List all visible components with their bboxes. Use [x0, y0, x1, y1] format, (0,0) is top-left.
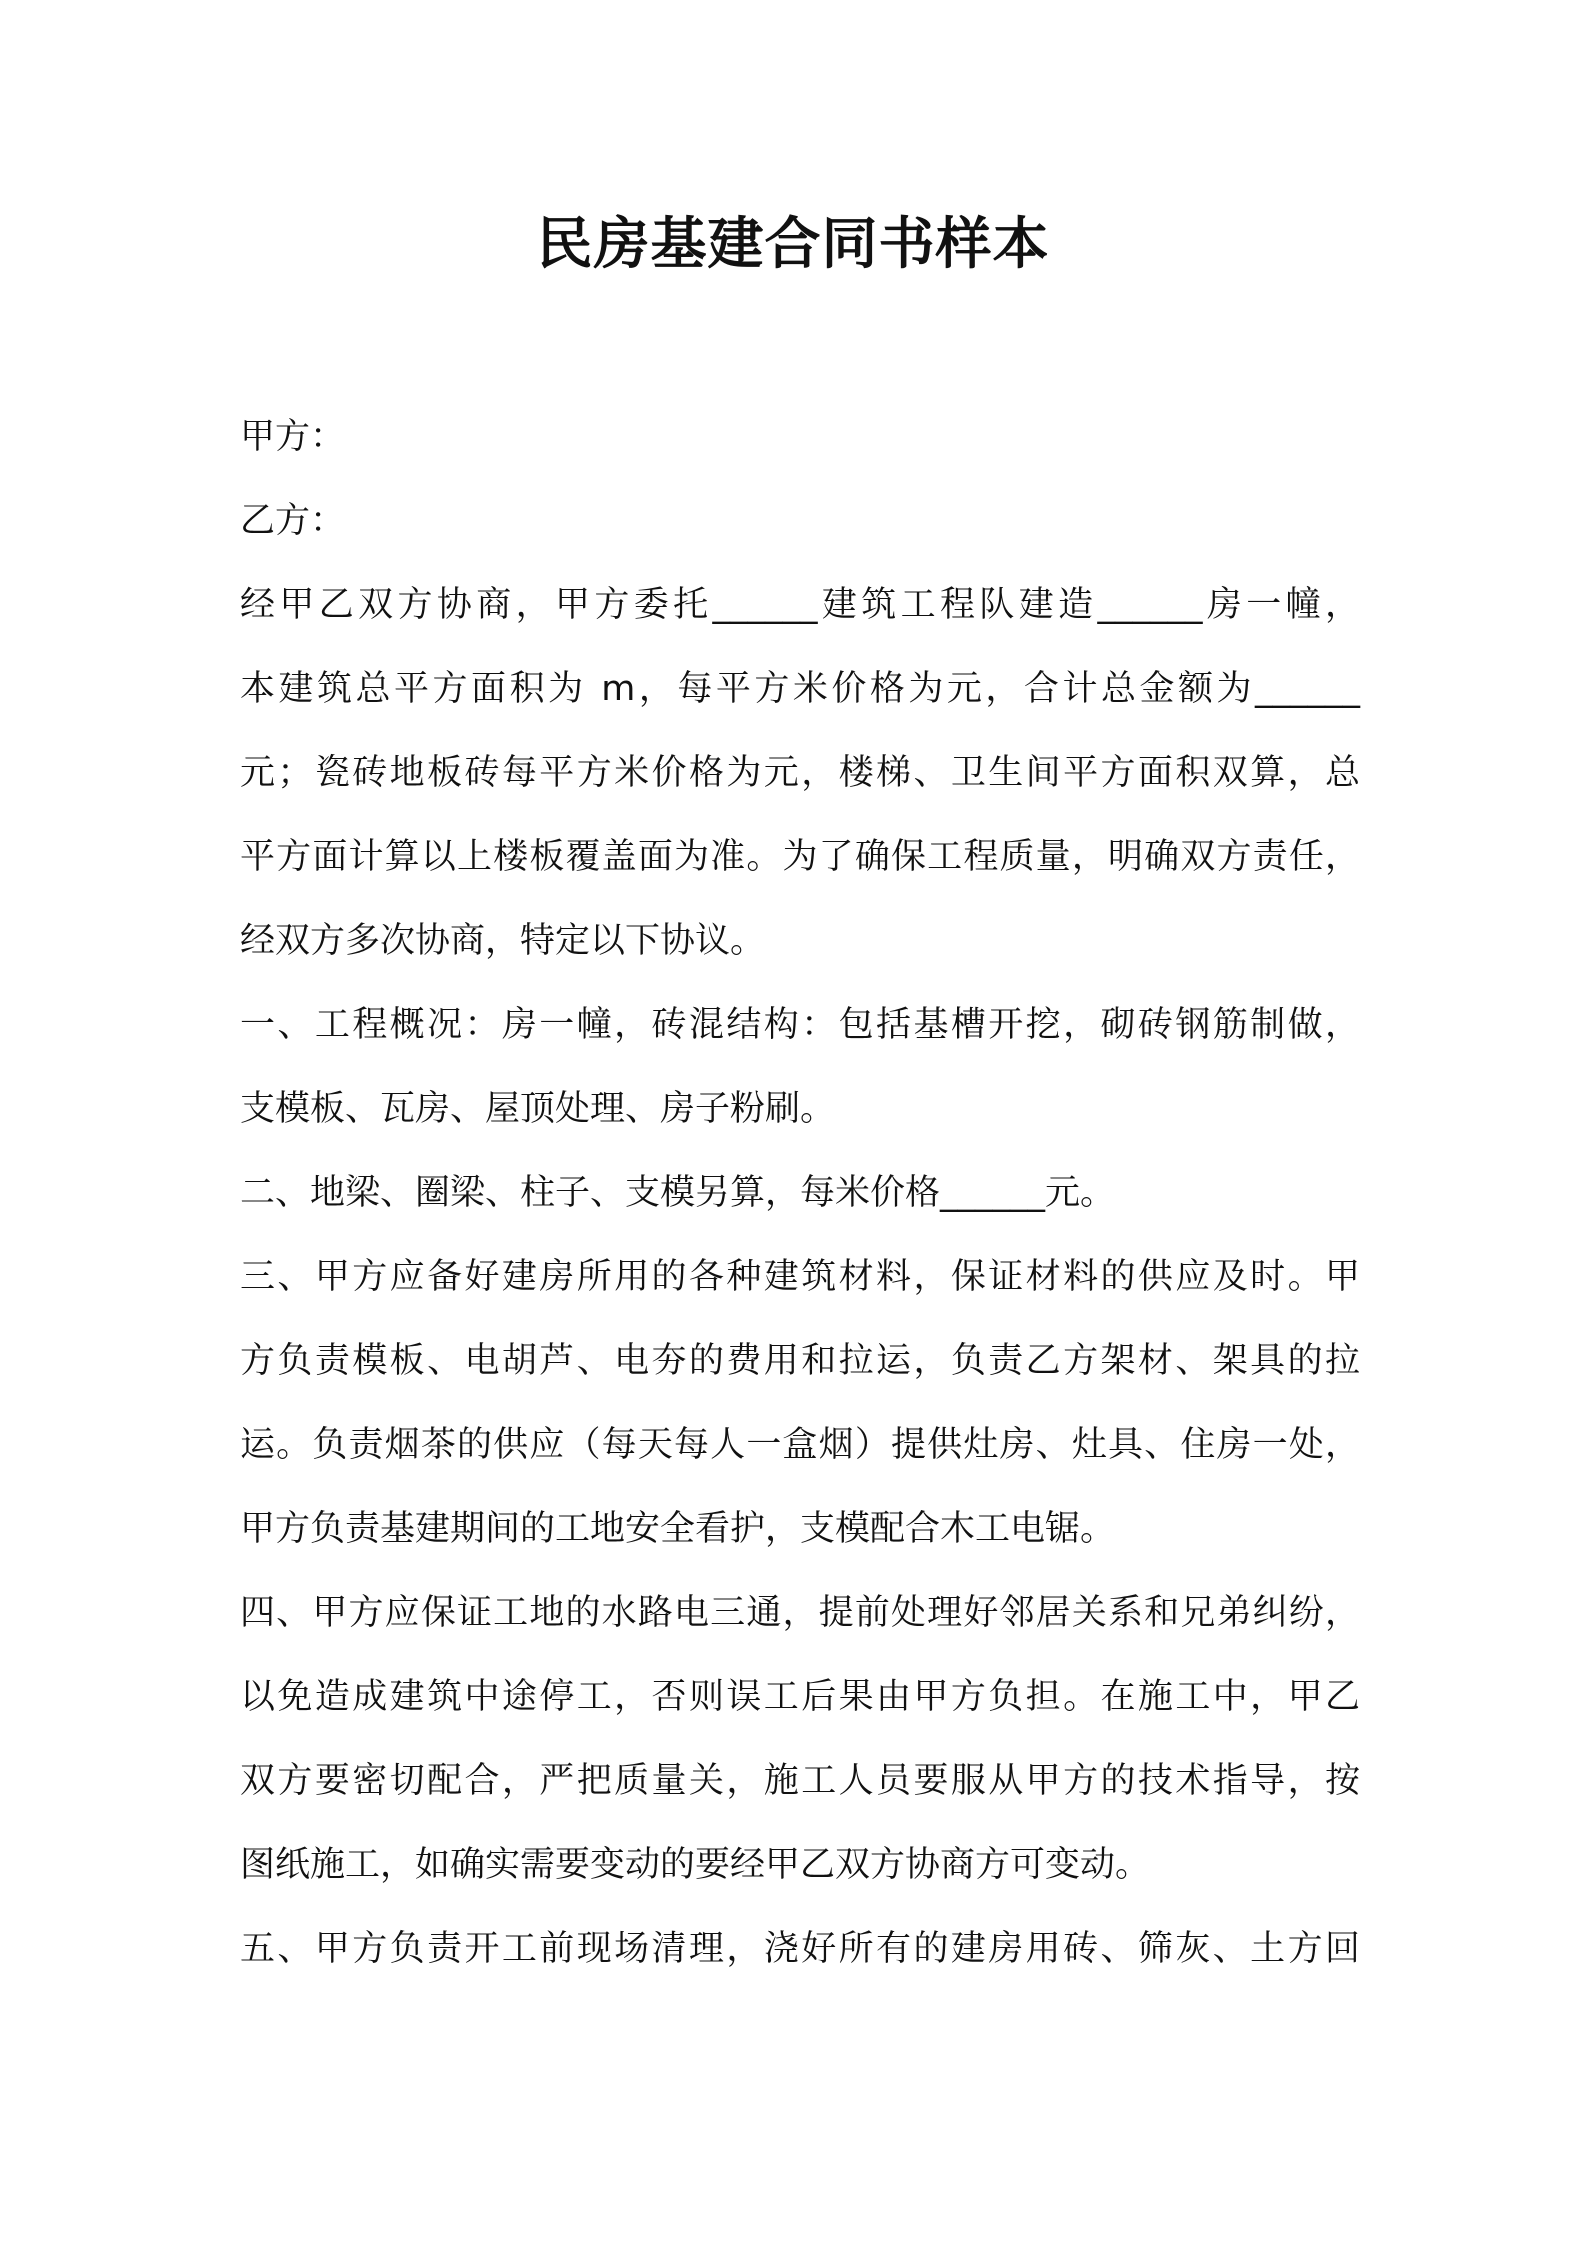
clause-1-line: 支模板、瓦房、屋顶处理、房子粉刷。	[240, 1089, 836, 1129]
clause-3-line: 三、甲方应备好建房所用的各种建筑材料，保证材料的供应及时。甲	[240, 1257, 1360, 1297]
clause-4-line: 以免造成建筑中途停工，否则误工后果由甲方负担。在施工中，甲乙	[240, 1677, 1360, 1717]
body-line: 经甲乙双方协商，甲方委托______建筑工程队建造______房一幢，	[240, 585, 1360, 625]
clause-4-line: 图纸施工，如确实需要变动的要经甲乙双方协商方可变动。	[240, 1845, 1151, 1885]
body-line: 经双方多次协商，特定以下协议。	[240, 921, 766, 961]
clause-3-line: 方负责模板、电胡芦、电夯的费用和拉运，负责乙方架材、架具的拉	[240, 1341, 1360, 1381]
clause-2-line: 二、地梁、圈梁、柱子、支模另算，每米价格______元。	[240, 1173, 1116, 1213]
party-b-line: 乙方：	[240, 501, 346, 541]
clause-1-line: 一、工程概况：房一幢，砖混结构：包括基槽开挖，砌砖钢筋制做，	[240, 1005, 1360, 1045]
clause-3-line: 甲方负责基建期间的工地安全看护，支模配合木工电锯。	[240, 1509, 1116, 1549]
party-a-line: 甲方：	[240, 417, 346, 457]
body-line: 本建筑总平方面积为 m，每平方米价格为元，合计总金额为______	[240, 669, 1360, 709]
clause-4-line: 双方要密切配合，严把质量关，施工人员要服从甲方的技术指导，按	[240, 1761, 1360, 1801]
clause-3-line: 运。负责烟茶的供应（每天每人一盒烟）提供灶房、灶具、住房一处，	[240, 1425, 1360, 1465]
body-line: 元；瓷砖地板砖每平方米价格为元，楼梯、卫生间平方面积双算，总	[240, 753, 1360, 793]
body-line: 平方面计算以上楼板覆盖面为准。为了确保工程质量，明确双方责任，	[240, 837, 1360, 877]
clause-4-line: 四、甲方应保证工地的水路电三通，提前处理好邻居关系和兄弟纠纷，	[240, 1593, 1360, 1633]
clause-5-line: 五、甲方负责开工前现场清理，浇好所有的建房用砖、筛灰、土方回	[240, 1929, 1360, 1969]
document-title: 民房基建合同书样本	[536, 212, 1050, 277]
